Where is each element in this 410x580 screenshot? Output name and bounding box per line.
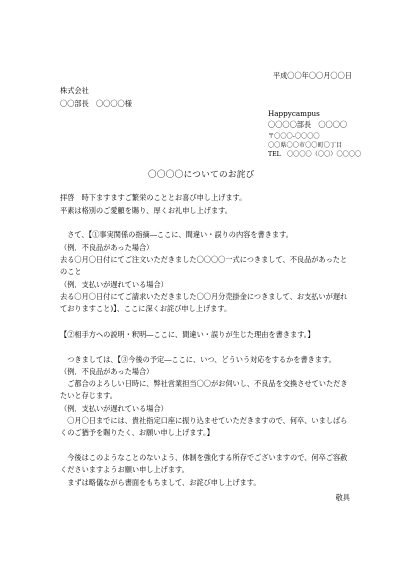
body-line: 【②相手方への説明・釈明―ここに、間違い・誤りが生じた理由を書きます。】 xyxy=(60,330,315,339)
sender-postal: 〒〇〇〇-〇〇〇〇 xyxy=(268,133,320,140)
body-line: たいと存じます。 xyxy=(60,391,117,400)
body-line: くのご猶予を賜りたく、お願い申し上げます。】 xyxy=(60,428,214,437)
body-line: まずは略儀ながら書面をもちまして、お詫び申し上げます。 xyxy=(60,478,261,487)
body-line: ておりますこと)】、ここに深くお詫び申し上げます。 xyxy=(60,304,232,313)
body-line: のこと xyxy=(60,267,82,276)
body-line: （例．不良品があった場合） xyxy=(60,243,154,252)
body-line: 平素は格別のご愛顧を賜り、厚くお礼申し上げます。 xyxy=(60,206,232,215)
sender-address: 〇〇県〇〇市〇〇町〇丁目 xyxy=(268,142,343,149)
sender-title-name: 〇〇〇〇部長 〇〇〇〇 xyxy=(268,120,348,129)
body-line: （例．不良品があった場合） xyxy=(60,367,154,376)
body-line: くださいますようお願い申し上げます。 xyxy=(60,465,189,474)
body-line: 去る〇月〇日付にてご請求いただきました〇〇月分売掛金につきまして、お支払いが遅れ xyxy=(60,292,348,301)
letter-title: 〇〇〇〇についてのお詫び xyxy=(148,170,255,180)
body-line: さて、【①事実関係の指摘―ここに、間違い・誤りの内容を書きます。 xyxy=(60,230,293,239)
sender-tel: TEL 〇〇〇〇（〇〇）〇〇〇〇 xyxy=(268,151,362,158)
body-line: 今後はこのようなことのないよう、体制を強化する所存でございますので、何卒ご容赦 xyxy=(60,453,348,462)
recipient-company: 株式会社 xyxy=(60,86,89,95)
body-line: 〇月〇日までには、貴社指定口座に振り込ませていただきますので、何卒、いましばら xyxy=(60,416,348,425)
body-line: ご都合のよろしい日時に、弊社営業担当〇〇がお伺いし、不良品を交換させていただき xyxy=(60,379,348,388)
body-line: （例．支払いが遅れている場合） xyxy=(60,280,168,289)
body-line: （例．支払いが遅れている場合） xyxy=(60,404,168,413)
body-line: 拝啓 時下ますますご繁栄のこととお喜び申し上げます。 xyxy=(60,193,247,202)
closing-keigu: 敬具 xyxy=(335,493,350,502)
body-line: つきましては、【③今後の予定―ここに、いつ、どういう対応をするかを書きます。 xyxy=(60,355,336,364)
recipient-name: 〇〇部長 〇〇〇〇様 xyxy=(60,99,132,108)
body-line: 去る〇月〇日付にてご注文いただきました〇〇〇〇一式につきまして、不良品があったと xyxy=(60,255,348,264)
sender-company: Happycampus xyxy=(268,109,320,118)
letter-date: 平成〇〇年〇〇月〇〇日 xyxy=(272,71,352,80)
